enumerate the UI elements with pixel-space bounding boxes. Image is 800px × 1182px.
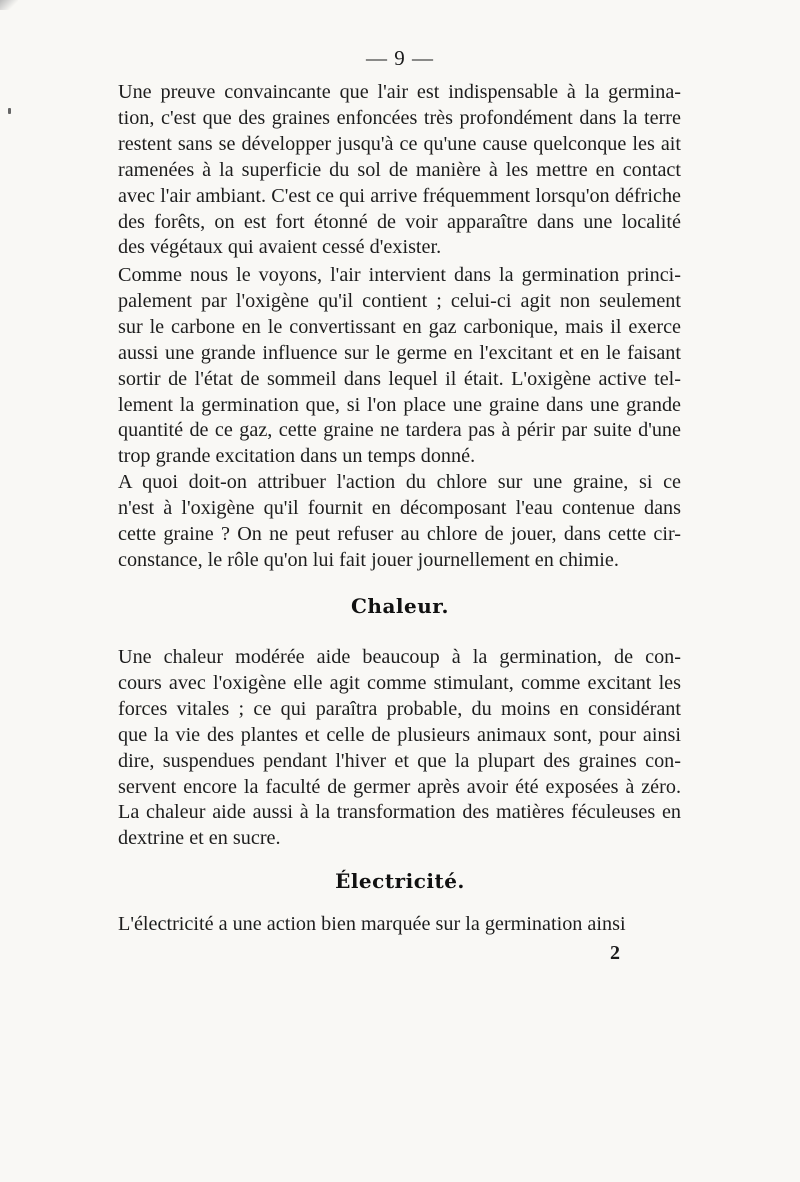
text-line: La chaleur aide aussi à la transformation des matières féculeuses en bbox=[118, 801, 681, 824]
paragraph-air-oxigene bbox=[96, 263, 681, 470]
paragraph-lines bbox=[96, 263, 681, 470]
margin-mark bbox=[8, 108, 11, 114]
text-line: avec l'air ambiant. C'est ce qui arrive fréquemment lorsqu'on défriche bbox=[118, 184, 681, 207]
text-line: dire, suspendues pendant l'hiver et que la plupart des graines con- bbox=[118, 749, 681, 772]
paragraph-chlore bbox=[96, 470, 681, 574]
text-line: L'électricité a une action bien marquée sur la germination ainsi bbox=[118, 913, 626, 935]
text-line: cette graine ? On ne peut refuser au chlore de jouer, dans cette cir- bbox=[118, 522, 681, 545]
paragraph-lines bbox=[96, 470, 681, 574]
text-line: cours avec l'oxigène elle agit comme stimulant, comme excitant les bbox=[118, 671, 681, 694]
text-line: quantité de ce gaz, cette graine ne tardera pas à périr par suite d'une bbox=[118, 419, 681, 442]
text-line: sur le carbone en le convertissant en gaz carbonique, mais il exerce bbox=[118, 315, 681, 338]
text-line: palement par l'oxigène qu'il contient ; celui-ci agit non seulement bbox=[118, 289, 681, 312]
text-line: ramenées à la superficie du sol de manière à les mettre en contact bbox=[118, 158, 681, 181]
page-corner-mark bbox=[0, 0, 18, 10]
text-line: aussi une grande influence sur le germe en l'excitant et en le faisant bbox=[118, 341, 681, 364]
section-title-electricite: Électricité. bbox=[335, 869, 465, 893]
paragraph-lines bbox=[96, 80, 681, 261]
text-line: forces vitales ; ce qui paraîtra probable, du moins en considérant bbox=[118, 697, 681, 720]
text-line: Une chaleur modérée aide beaucoup à la germination, de con- bbox=[118, 646, 681, 668]
text-line: n'est à l'oxigène qu'il fournit en décomposant l'eau contenue dans bbox=[118, 496, 681, 519]
text-line: servent encore la faculté de germer après avoir été exposées à zéro. bbox=[118, 775, 681, 798]
paragraph-electricite bbox=[96, 912, 681, 938]
text-line: lement la germination que, si l'on place une graine dans une grande bbox=[118, 393, 681, 416]
paragraph-air-preuve bbox=[96, 80, 681, 261]
text-line: restent sans se développer jusqu'à ce qu'une cause quelconque les ait bbox=[118, 132, 681, 155]
text-line: Une preuve convaincante que l'air est indispensable à la germina- bbox=[118, 81, 681, 103]
signature-mark: 2 bbox=[610, 942, 620, 964]
paragraph-chaleur bbox=[96, 645, 681, 852]
paragraph-lines bbox=[96, 645, 681, 852]
text-line: A quoi doit-on attribuer l'action du chlore sur une graine, si ce bbox=[118, 471, 681, 493]
text-line: sortir de l'état de sommeil dans lequel il était. L'oxigène active tel- bbox=[118, 367, 681, 390]
text-line: tion, c'est que des graines enfoncées très profondément dans la terre bbox=[118, 106, 681, 129]
text-line: constance, le rôle qu'on lui fait jouer journellement en chimie. bbox=[118, 548, 619, 571]
text-line: que la vie des plantes et celle de plusieurs animaux sont, pour ainsi bbox=[118, 723, 681, 746]
text-line: dextrine et en sucre. bbox=[118, 827, 281, 850]
text-line: trop grande excitation dans un temps donné. bbox=[118, 445, 476, 468]
section-title-chaleur: Chaleur. bbox=[351, 594, 449, 618]
text-line: des végétaux qui avaient cessé d'exister. bbox=[118, 236, 442, 259]
paragraph-lines bbox=[96, 912, 681, 938]
text-line: Comme nous le voyons, l'air intervient dans la germination princi- bbox=[118, 264, 681, 286]
page-number: — 9 — bbox=[366, 46, 434, 70]
text-line: des forêts, on est fort étonné de voir apparaître dans une localité bbox=[118, 210, 681, 233]
